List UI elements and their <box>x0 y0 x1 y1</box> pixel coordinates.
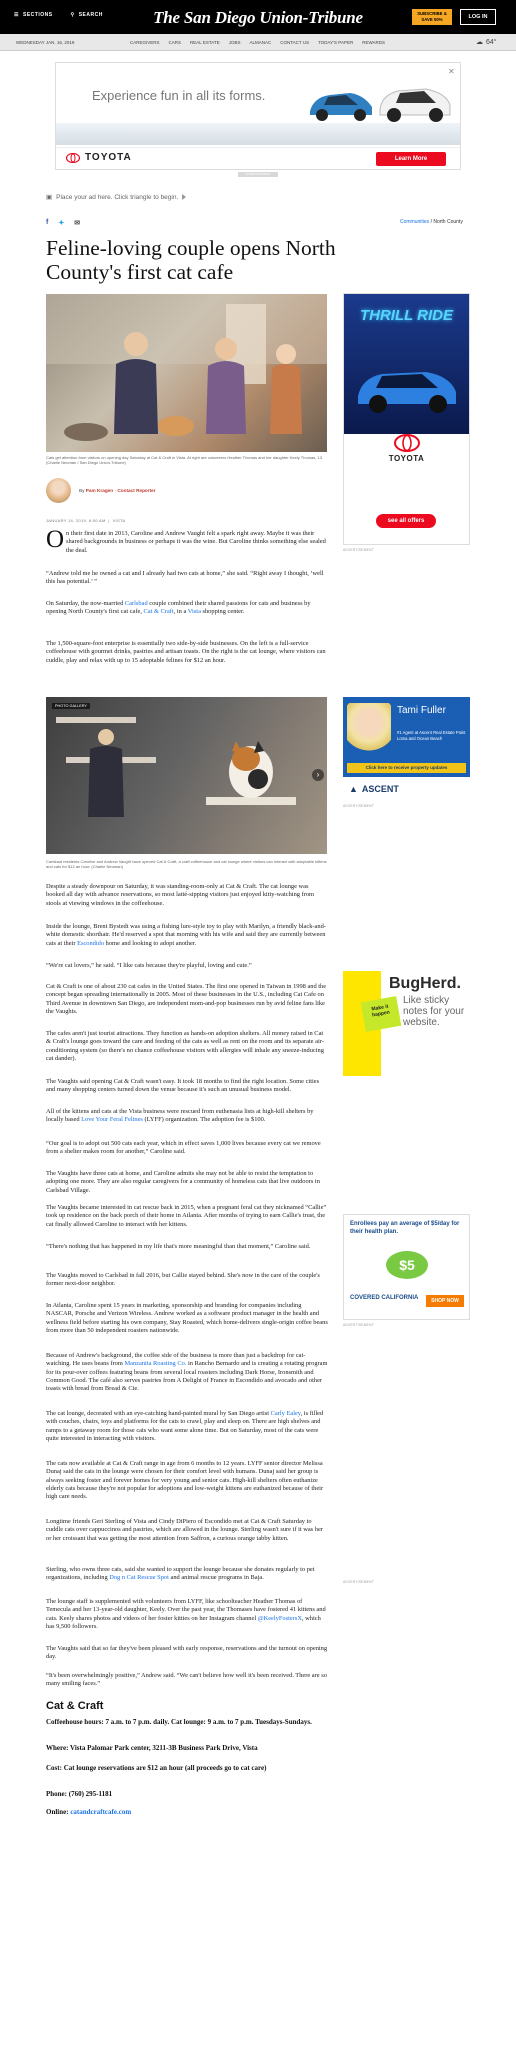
link-cat-and-craft[interactable]: Cat & Craft <box>143 608 174 616</box>
see-all-offers-button[interactable]: see all offers <box>376 514 436 528</box>
shop-now-button[interactable]: SHOP NOW <box>426 1295 464 1307</box>
triangle-play-icon[interactable] <box>182 194 186 200</box>
social-share-bar <box>46 219 80 227</box>
paragraph: The cats now available at Cat & Craft range in age from 6 months to 12 years. LYFF senior director Melissa Dunaj said the cats in the lounge were chosen for their comfort level with humans. Dunaj said her group is always seeking foster and forever homes for very young and senior cats. High-kill shelters often euthanize elderly cats because they're not popular for adoptions and low-weight kittens are euthanized because of their high care needs. <box>46 1460 324 1501</box>
dateline: JANUARY 14, 2019, 6:00 AM | VISTA <box>46 518 126 523</box>
nav-link-caregivers[interactable]: CAREGIVERS <box>130 40 160 45</box>
car-blue-image <box>306 81 376 123</box>
gallery-photo[interactable] <box>46 697 327 854</box>
link-cat-and-craft-website[interactable]: catandcraftcafe.com <box>70 1808 132 1816</box>
ad-headline: Experience fun in all its forms. <box>92 88 266 103</box>
current-date: WEDNESDAY JAN. 16, 2019 <box>16 40 75 45</box>
ascent-logo: ▲ ASCENT <box>343 777 470 801</box>
sections-menu-button[interactable]: ☰ SECTIONS ⚲ SEARCH <box>14 12 103 18</box>
paragraph: The 1,500-square-foot enterprise is essentially two side-by-side businesses. On the left is a full-service coffeehouse with gourmet drinks, pastries and artisan toasts. On the right is the cat lounge, where visitors can cuddle, play and relax with up to 15 adoptable felines for $12 an hour. <box>46 640 326 664</box>
paragraph: Because of Andrew's background, the coffee side of the business is more than just a backdrop for cat-watching. He uses beans from Manzanita Roasting Co. in Rancho Bernardo and is creating a rotating program for its pour-over coffees featuring beans from several local roasters including Dark Horse, Ironsmith and Common Good. The café also serves pastries from A Delight of France in Escondido and avocado and other toasts with bread from Bread & Cie. <box>46 1352 328 1393</box>
ad-brand-bar <box>56 147 460 169</box>
paragraph: In Atlanta, Caroline spent 15 years in marketing, sponsorship and branding for companies including NASCAR, Porsche and Verizon Wireless. Andrew worked as a software product manager in the health and wellness field before starting his own company, Stay Roasted, which home-delivers single-origin coffee beans from more than 50 independent roasters nationwide. <box>46 1302 328 1334</box>
ad-label: ADVERTISEMENT <box>343 1580 374 1584</box>
link-vista[interactable]: Vista <box>187 608 201 616</box>
article-headline: Feline-loving couple opens North County's first cat cafe <box>46 236 336 284</box>
cafe-visitors-image <box>46 294 327 452</box>
link-carly-ealey[interactable]: Carly Ealey <box>270 1410 301 1417</box>
paragraph: Inside the lounge, Brent Bystedt was using a fishing lure-style toy to play with Marilyn, a friendly black-and-white domestic shorthair. He'd reserved a spot that morning with his wife and said they are currently between cats at their Escondido home and looking to adopt another. <box>46 923 326 947</box>
paragraph: “It's been overwhelmingly positive,” Andrew said. “We can't believe how well it's been received. There are so many smiling faces.” <box>46 1672 327 1688</box>
sticky-note-graphic: Make it happen <box>361 996 402 1032</box>
paragraph: The cafes aren't just tourist attractions. They function as hands-on adoption shelters. All money raised in Cat & Craft's lounge goes toward the care and feeding of the cats as well as rent on the room and its separate air-conditioning system (so there's no chance coffeehouse visitors with allergies will inhale any sneeze-inducing cat dander). <box>46 1030 324 1062</box>
factbox-online: Online: catandcraftcafe.com <box>46 1808 132 1816</box>
nav-link-almanac[interactable]: ALMANAC <box>249 40 272 45</box>
top-bar <box>0 0 516 34</box>
right-rail-ad-covered-california[interactable] <box>343 1214 470 1320</box>
paragraph: n their first date in 2013, Caroline and Andrew Vaught felt a spark right away. Maybe it was their shared backgrounds in business or perhaps it was the wine. But Caroline thinks something else sealed the deal. <box>66 530 326 554</box>
ad-close-icon[interactable]: ✕ <box>448 67 455 76</box>
paragraph: The Vaughts have three cats at home, and Caroline admits she may not be able to resist the temptation to adopting one more. They are also regular caregivers for a community of homeless cats that live outdoors in Carlsbad Village. <box>46 1170 320 1194</box>
link-escondido[interactable]: Escondido <box>77 939 105 947</box>
right-rail-ad-toyota[interactable] <box>343 293 470 545</box>
ad-label: ADVERTISEMENT <box>238 172 278 177</box>
ad-placeholder[interactable]: ▣ Place your ad here. Click triangle to begin. <box>46 193 186 201</box>
bugherd-tagline: Like sticky notes for your website. <box>403 995 465 1028</box>
author-name-link[interactable]: Pam Kragen <box>85 488 114 493</box>
paragraph: The Vaughts said opening Cat & Craft wasn't easy. It took 18 months to find the right location. Some cities and many shopping centers turned down the venue because it's such an unusual business model. <box>46 1078 320 1094</box>
realtor-tagline: #1 Agent at Ascent Real Estate Point Loma and Ocean Beach <box>397 730 466 741</box>
paragraph: All of the kittens and cats at the Vista business were rescued from euthenasia lists at high-kill shelters by locally based Love Your Feral Felines (LYFF) organization. The adoption fee is $100. <box>46 1108 314 1124</box>
paragraph: The Vaughts said that so far they've been pleased with early response, reservations and the turnout on opening day. <box>46 1645 328 1661</box>
search-button[interactable]: SEARCH <box>78 12 103 18</box>
toyota-emblem-icon <box>394 434 420 452</box>
cloud-icon: ☁ <box>476 39 483 46</box>
nav-link-todays-paper[interactable]: TODAY'S PAPER <box>318 40 354 45</box>
paragraph: On Saturday, the now-married Carlsbad couple combined their shared passions for cats and business by opening North County's first cat cafe, Cat & Craft, in a Vista shopping center. <box>46 600 311 616</box>
link-dog-n-cat-rescue[interactable]: Dog n Cat Rescue Spot <box>109 1574 169 1582</box>
car-blue-suv-image <box>352 356 462 416</box>
photo-gallery-badge: PHOTO GALLERY <box>52 703 90 709</box>
toyota-logo: TOYOTA <box>66 152 132 163</box>
ad-health-plan-text: Enrollees pay an average of $5/day for their health plan. <box>350 1221 460 1235</box>
realtor-photo <box>347 703 391 759</box>
nav-link-contact-us[interactable]: CONTACT US <box>280 40 310 45</box>
realtor-name: Tami Fuller <box>397 705 446 716</box>
link-carlsbad[interactable]: Carlsbad <box>124 600 148 607</box>
drop-cap: O <box>46 526 65 553</box>
cat-on-shelf-image <box>46 697 327 854</box>
twitter-icon[interactable]: ✦ <box>58 220 65 227</box>
link-love-your-feral-felines[interactable]: Love Your Feral Felines <box>81 1116 143 1124</box>
learn-more-button[interactable]: Learn More <box>376 152 446 166</box>
paragraph: Sterling, who owns three cats, said she wanted to support the lounge because she donates regularly to pet organizations, including Dog n Cat Rescue Spot and animal rescue programs in Baja. <box>46 1566 315 1582</box>
author-avatar[interactable] <box>46 478 71 503</box>
temperature: 64° <box>486 38 497 46</box>
paragraph: Longtime friends Geri Sterling of Vista and Cindy DiPiero of Escondido met at Cat & Craft Saturday to cuddle cats over cappuccinos and pastries, which are allowed in the lounge. Sterling wasn't sure if it was her or her croissant that was getting the most attention from Saffron, a curious orange tabby kitten. <box>46 1518 323 1542</box>
contact-reporter-link[interactable]: Contact Reporter <box>117 488 156 493</box>
ad-label: ADVERTISEMENT <box>343 548 374 552</box>
factbox-phone: Phone: (760) 295-1181 <box>46 1790 113 1798</box>
link-manzanita-roasting[interactable]: Manzanita Roasting Co. <box>124 1360 187 1368</box>
paragraph: “There's nothing that has happened in my life that's more meaningful than that moment,” Caroline said. <box>46 1243 311 1250</box>
paragraph: The Vaughts moved to Carlsbad in fall 2016, but Callie stayed behind. She's now in the care of the couple's former next-door neighbor. <box>46 1272 320 1288</box>
byline: By Pam Kragen · Contact Reporter <box>46 478 156 503</box>
covered-california-logo: COVERED CALIFORNIA <box>350 1295 419 1301</box>
paragraph: “We're cat lovers,” he said. “I like cats because they're playful, loving and cute.” <box>46 962 252 969</box>
factbox-cost: Cost: Cat lounge reservations are $12 an hour (all proceeds go to cat care) <box>46 1764 267 1772</box>
right-rail-ad-realtor[interactable] <box>343 697 470 801</box>
facebook-icon[interactable]: f <box>46 219 49 226</box>
factbox-hours: Coffeehouse hours: 7 a.m. to 7 p.m. daily. Cat lounge: 9 a.m. to 7 p.m. Tuesdays-Sundays. <box>46 1718 312 1726</box>
toyota-emblem-icon <box>66 153 80 163</box>
lead-photo-caption: Cats get attention from visitors on opening day Saturday at Cat & Craft in Vista. At right are volunteers Heather Thomas and her daughter Keely Thomas, 13. (Charlie Neuman / San Diego Union-Tribune) <box>46 455 324 465</box>
link-keely-instagram[interactable]: @KeelyFostersX <box>257 1614 302 1622</box>
nav-links <box>130 40 385 45</box>
nav-bar <box>0 34 516 51</box>
ad-label: ADVERTISEMENT <box>343 1323 374 1327</box>
search-icon[interactable]: ⚲ <box>70 12 75 18</box>
factbox-title: Cat & Craft <box>46 1700 104 1712</box>
breadcrumb-north-county[interactable]: North County <box>433 219 463 225</box>
login-button[interactable]: LOG IN <box>460 9 496 25</box>
paragraph: “Andrew told me he owned a cat and I already had two cats at home,” she said. “Right away I thought, ‘well this has potential.’ ” <box>46 570 324 586</box>
property-updates-button[interactable]: Click here to receive property updates <box>347 763 466 773</box>
paragraph: The lounge staff is supplemented with volunteers from LYFF, like schoolteacher Heather Thomas of Temecula and her 13-year-old daughter, Keely. Over the past year, the Thomases have fostered 41 kittens and cats. Keely shares photos and videos of her foster kitties on her Instagram channel @KeelyFostersX, which has 9,500 followers. <box>46 1598 326 1630</box>
ad-label: ADVERTISEMENT <box>343 804 374 808</box>
car-white-image <box>376 75 454 123</box>
ad-road-graphic <box>56 123 460 145</box>
top-banner-ad[interactable] <box>55 62 461 170</box>
masthead-logo[interactable]: The San Diego Union-Tribune <box>153 8 363 27</box>
gallery-next-arrow-icon[interactable]: › <box>312 769 324 781</box>
paragraph: Cat & Craft is one of about 230 cat cafes in the United States. The first one opened in Taiwan in 1998 and the concept began spreading internationally in 2005. Most of these businesses in the U.S., including Cat Cafe on Third Avenue in downtown San Diego, are independent mom-and-pop businesses run by avid feline fans like the Vaughts. <box>46 983 327 1015</box>
nav-link-cars[interactable]: CARS <box>168 40 182 45</box>
right-rail-ad-bugherd[interactable] <box>343 971 470 1076</box>
bugherd-logo: BugHerd. <box>389 975 461 992</box>
weather-widget[interactable] <box>476 38 497 46</box>
subscribe-button[interactable]: SUBSCRIBE & SAVE 50% <box>412 9 452 25</box>
ad-thrill-ride-title: THRILL RIDE <box>359 307 454 324</box>
ad-toyota-brand: TOYOTA <box>388 454 425 463</box>
paragraph: “Our goal is to adopt out 500 cats each year, which in effect saves 1,000 lives because every cat we remove from a shelter makes room for another,” Caroline said. <box>46 1140 321 1156</box>
gallery-photo-caption: Carlsbad residents Caroline and Andrew Vaught have opened Cat & Craft, a craft coffeehouse and cat lounge where visitors can interact with adoptable kittens and cats for $12 an hour. (Charlie Neuman) <box>46 859 327 869</box>
factbox-where: Where: Vista Palomar Park center, 3211-3B Business Park Drive, Vista <box>46 1744 258 1752</box>
paragraph: The Vaughts became interested in cat rescue back in 2015, when a pregnant feral cat they nicknamed “Callie” took up residence on the back porch of their home in Atlanta. After months of trying to earn Callie's trust, the cat finally allowed Caroline to interact with her kittens. <box>46 1204 327 1228</box>
paragraph: Despite a steady downpour on Saturday, it was standing-room-only at Cat & Craft. The cat lounge was booked all day with advance reservations, so most latté-sipping visitors just enjoyed kitty-watching from stools at viewing windows in the coffeehouse. <box>46 883 314 907</box>
paragraph: The cat lounge, decorated with an eye-catching hand-painted mural by San Diego artist Carly Ealey, is filled with couches, chairs, toys and platforms for the cats to crawl, play and sleep on. There are high shelves and ramps to a getaway room for those cats who want some alone time. But on Saturday, most of the cats were quite interested in interacting with visitors. <box>46 1410 324 1442</box>
lead-photo[interactable] <box>46 294 327 452</box>
mountain-icon: ▲ <box>349 784 358 794</box>
hamburger-icon: ☰ <box>14 12 19 18</box>
nav-link-rewards[interactable]: REWARDS <box>362 40 386 45</box>
email-icon[interactable]: ✉ <box>74 220 81 227</box>
breadcrumb-communities[interactable]: Communities <box>400 219 430 225</box>
nav-link-real-estate[interactable]: REAL ESTATE <box>190 40 220 45</box>
image-icon: ▣ <box>46 194 53 201</box>
nav-link-jobs[interactable]: JOBS <box>228 40 241 45</box>
breadcrumb: Communities / North County <box>400 219 463 225</box>
price-badge: $5 <box>386 1251 428 1279</box>
